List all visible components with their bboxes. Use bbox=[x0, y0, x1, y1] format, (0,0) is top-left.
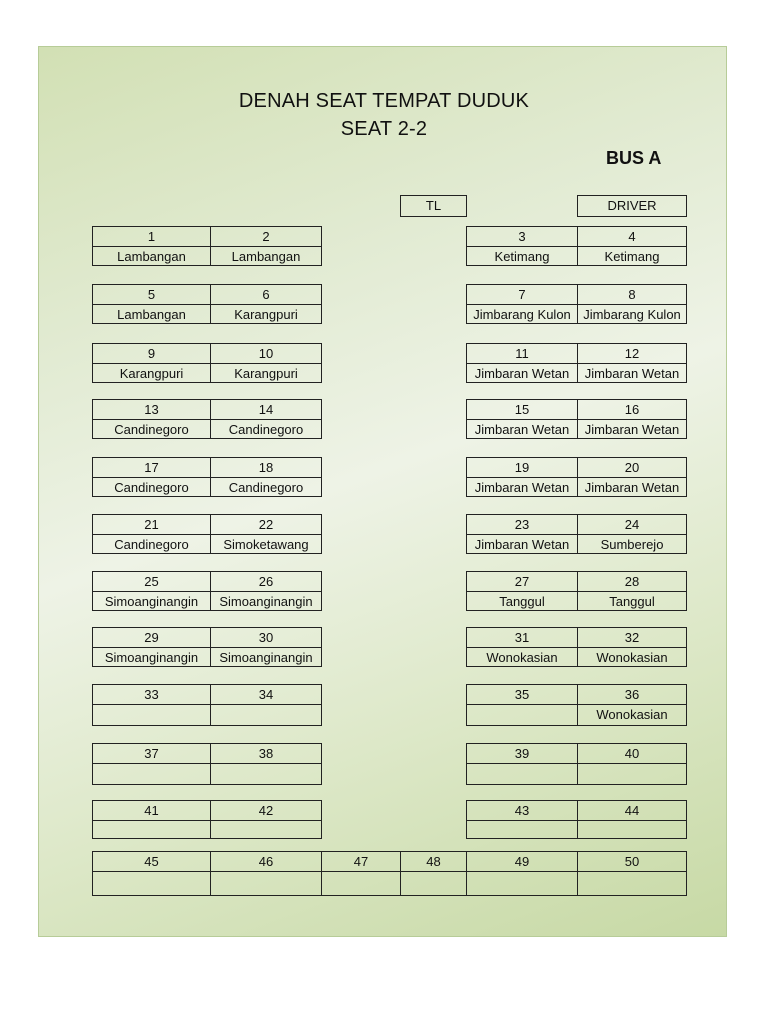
seat-passenger: Jimbaran Wetan bbox=[584, 366, 680, 381]
seat-number: 37 bbox=[93, 744, 210, 764]
seat-28 bbox=[577, 571, 687, 611]
seat-21 bbox=[92, 514, 211, 554]
seat-passenger: Jimbaran Wetan bbox=[584, 480, 680, 495]
seat-12 bbox=[577, 343, 687, 383]
seat-32 bbox=[577, 627, 687, 667]
seat-38 bbox=[210, 743, 322, 785]
seat-18 bbox=[210, 457, 322, 497]
seat-passenger: Sumberejo bbox=[600, 537, 664, 552]
seat-50 bbox=[577, 851, 687, 896]
seat-number: 13 bbox=[93, 400, 210, 420]
seat-30 bbox=[210, 627, 322, 667]
seat-number: 29 bbox=[93, 628, 210, 648]
seat-number: 9 bbox=[93, 344, 210, 364]
seat-passenger: Jimbaran Wetan bbox=[474, 422, 570, 437]
seat-passenger: Karangpuri bbox=[234, 366, 298, 381]
seat-39 bbox=[466, 743, 578, 785]
seat-8 bbox=[577, 284, 687, 324]
seat-number: 15 bbox=[467, 400, 577, 420]
seat-number: 40 bbox=[578, 744, 686, 764]
seat-9 bbox=[92, 343, 211, 383]
seat-23 bbox=[466, 514, 578, 554]
seat-4 bbox=[577, 226, 687, 266]
seat-passenger: Tanggul bbox=[499, 594, 545, 609]
seat-passenger: Wonokasian bbox=[596, 707, 668, 722]
seat-number: 46 bbox=[211, 852, 321, 872]
seat-number: 10 bbox=[211, 344, 321, 364]
seat-number: 39 bbox=[467, 744, 577, 764]
seat-passenger: Candinegoro bbox=[228, 422, 304, 437]
seat-number: 17 bbox=[93, 458, 210, 478]
seat-number: 22 bbox=[211, 515, 321, 535]
seat-passenger: Candinegoro bbox=[114, 537, 189, 552]
seat-34 bbox=[210, 684, 322, 726]
seat-3 bbox=[466, 226, 578, 266]
seat-33 bbox=[92, 684, 211, 726]
seat-number: 32 bbox=[578, 628, 686, 648]
seat-number: 21 bbox=[93, 515, 210, 535]
seat-passenger: Jimbaran Wetan bbox=[474, 537, 570, 552]
seat-passenger: Karangpuri bbox=[119, 366, 184, 381]
seat-number: 7 bbox=[467, 285, 577, 305]
seat-passenger: Jimbarang Kulon bbox=[583, 307, 681, 322]
seat-passenger: Simoanginangin bbox=[104, 650, 199, 665]
seat-number: 47 bbox=[322, 852, 400, 872]
seat-number: 33 bbox=[93, 685, 210, 705]
seat-48 bbox=[400, 851, 467, 896]
seat-number: 18 bbox=[211, 458, 321, 478]
seat-number: 20 bbox=[578, 458, 686, 478]
seat-29 bbox=[92, 627, 211, 667]
seat-passenger: Candinegoro bbox=[114, 480, 189, 495]
seat-number: 4 bbox=[578, 227, 686, 247]
page-title: DENAH SEAT TEMPAT DUDUK bbox=[238, 90, 530, 112]
seat-passenger: Simoanginangin bbox=[104, 594, 199, 609]
seat-number: 43 bbox=[467, 801, 577, 821]
seat-number: 45 bbox=[93, 852, 210, 872]
seat-passenger: Jimbaran Wetan bbox=[474, 366, 570, 381]
seat-26 bbox=[210, 571, 322, 611]
seat-24 bbox=[577, 514, 687, 554]
seat-number: 3 bbox=[467, 227, 577, 247]
seat-number: 5 bbox=[93, 285, 210, 305]
seat-41 bbox=[92, 800, 211, 839]
seat-passenger: Jimbaran Wetan bbox=[584, 422, 680, 437]
seat-number: 44 bbox=[578, 801, 686, 821]
seat-passenger: Candinegoro bbox=[228, 480, 304, 495]
seat-number: 28 bbox=[578, 572, 686, 592]
seat-37 bbox=[92, 743, 211, 785]
seat-number: 1 bbox=[93, 227, 210, 247]
seat-number: 16 bbox=[578, 400, 686, 420]
seat-passenger: Candinegoro bbox=[114, 422, 189, 437]
seat-passenger: Simoanginangin bbox=[219, 650, 313, 665]
seat-number: 50 bbox=[578, 852, 686, 872]
seat-22 bbox=[210, 514, 322, 554]
seat-number: 26 bbox=[211, 572, 321, 592]
seat-passenger: Lambangan bbox=[117, 307, 186, 322]
seat-13 bbox=[92, 399, 211, 439]
seat-2 bbox=[210, 226, 322, 266]
seat-passenger: Lambangan bbox=[117, 249, 186, 264]
seat-14 bbox=[210, 399, 322, 439]
seat-31 bbox=[466, 627, 578, 667]
seat-number: 27 bbox=[467, 572, 577, 592]
seat-5 bbox=[92, 284, 211, 324]
seat-number: 6 bbox=[211, 285, 321, 305]
seat-49 bbox=[466, 851, 578, 896]
seat-11 bbox=[466, 343, 578, 383]
seat-number: 31 bbox=[467, 628, 577, 648]
seat-43 bbox=[466, 800, 578, 839]
driver-seat: DRIVER bbox=[577, 195, 687, 217]
seat-40 bbox=[577, 743, 687, 785]
seat-36 bbox=[577, 684, 687, 726]
seat-1 bbox=[92, 226, 211, 266]
tour-leader-seat: TL bbox=[400, 195, 467, 217]
seat-passenger: Jimbarang Kulon bbox=[473, 307, 571, 322]
seat-number: 14 bbox=[211, 400, 321, 420]
seat-number: 11 bbox=[467, 344, 577, 364]
seat-number: 34 bbox=[211, 685, 321, 705]
seat-45 bbox=[92, 851, 211, 896]
seat-number: 23 bbox=[467, 515, 577, 535]
seat-20 bbox=[577, 457, 687, 497]
seat-number: 12 bbox=[578, 344, 686, 364]
seat-number: 36 bbox=[578, 685, 686, 705]
seat-passenger: Simoanginangin bbox=[219, 594, 313, 609]
seat-47 bbox=[321, 851, 401, 896]
seat-15 bbox=[466, 399, 578, 439]
seat-6 bbox=[210, 284, 322, 324]
seat-passenger: Karangpuri bbox=[234, 307, 298, 322]
seat-passenger: Lambangan bbox=[231, 249, 301, 264]
seat-42 bbox=[210, 800, 322, 839]
seat-number: 35 bbox=[467, 685, 577, 705]
bus-label: BUS A bbox=[606, 148, 662, 168]
seat-number: 48 bbox=[401, 852, 466, 872]
seat-passenger: Jimbaran Wetan bbox=[474, 480, 570, 495]
seat-number: 49 bbox=[467, 852, 577, 872]
seat-number: 8 bbox=[578, 285, 686, 305]
seat-number: 19 bbox=[467, 458, 577, 478]
seat-passenger: Wonokasian bbox=[486, 650, 558, 665]
seat-17 bbox=[92, 457, 211, 497]
seat-number: 30 bbox=[211, 628, 321, 648]
seat-passenger: Ketimang bbox=[604, 249, 660, 264]
seat-number: 42 bbox=[211, 801, 321, 821]
seat-number: 41 bbox=[93, 801, 210, 821]
seat-19 bbox=[466, 457, 578, 497]
seat-27 bbox=[466, 571, 578, 611]
seat-7 bbox=[466, 284, 578, 324]
seat-25 bbox=[92, 571, 211, 611]
seat-16 bbox=[577, 399, 687, 439]
seat-35 bbox=[466, 684, 578, 726]
seat-number: 38 bbox=[211, 744, 321, 764]
seat-46 bbox=[210, 851, 322, 896]
seat-passenger: Tanggul bbox=[609, 594, 655, 609]
seat-passenger: Wonokasian bbox=[596, 650, 668, 665]
seat-44 bbox=[577, 800, 687, 839]
page-subtitle: SEAT 2-2 bbox=[340, 118, 428, 140]
seat-passenger: Simoketawang bbox=[223, 537, 309, 552]
seat-number: 25 bbox=[93, 572, 210, 592]
seat-passenger: Ketimang bbox=[494, 249, 550, 264]
seat-number: 2 bbox=[211, 227, 321, 247]
seat-number: 24 bbox=[578, 515, 686, 535]
seat-10 bbox=[210, 343, 322, 383]
